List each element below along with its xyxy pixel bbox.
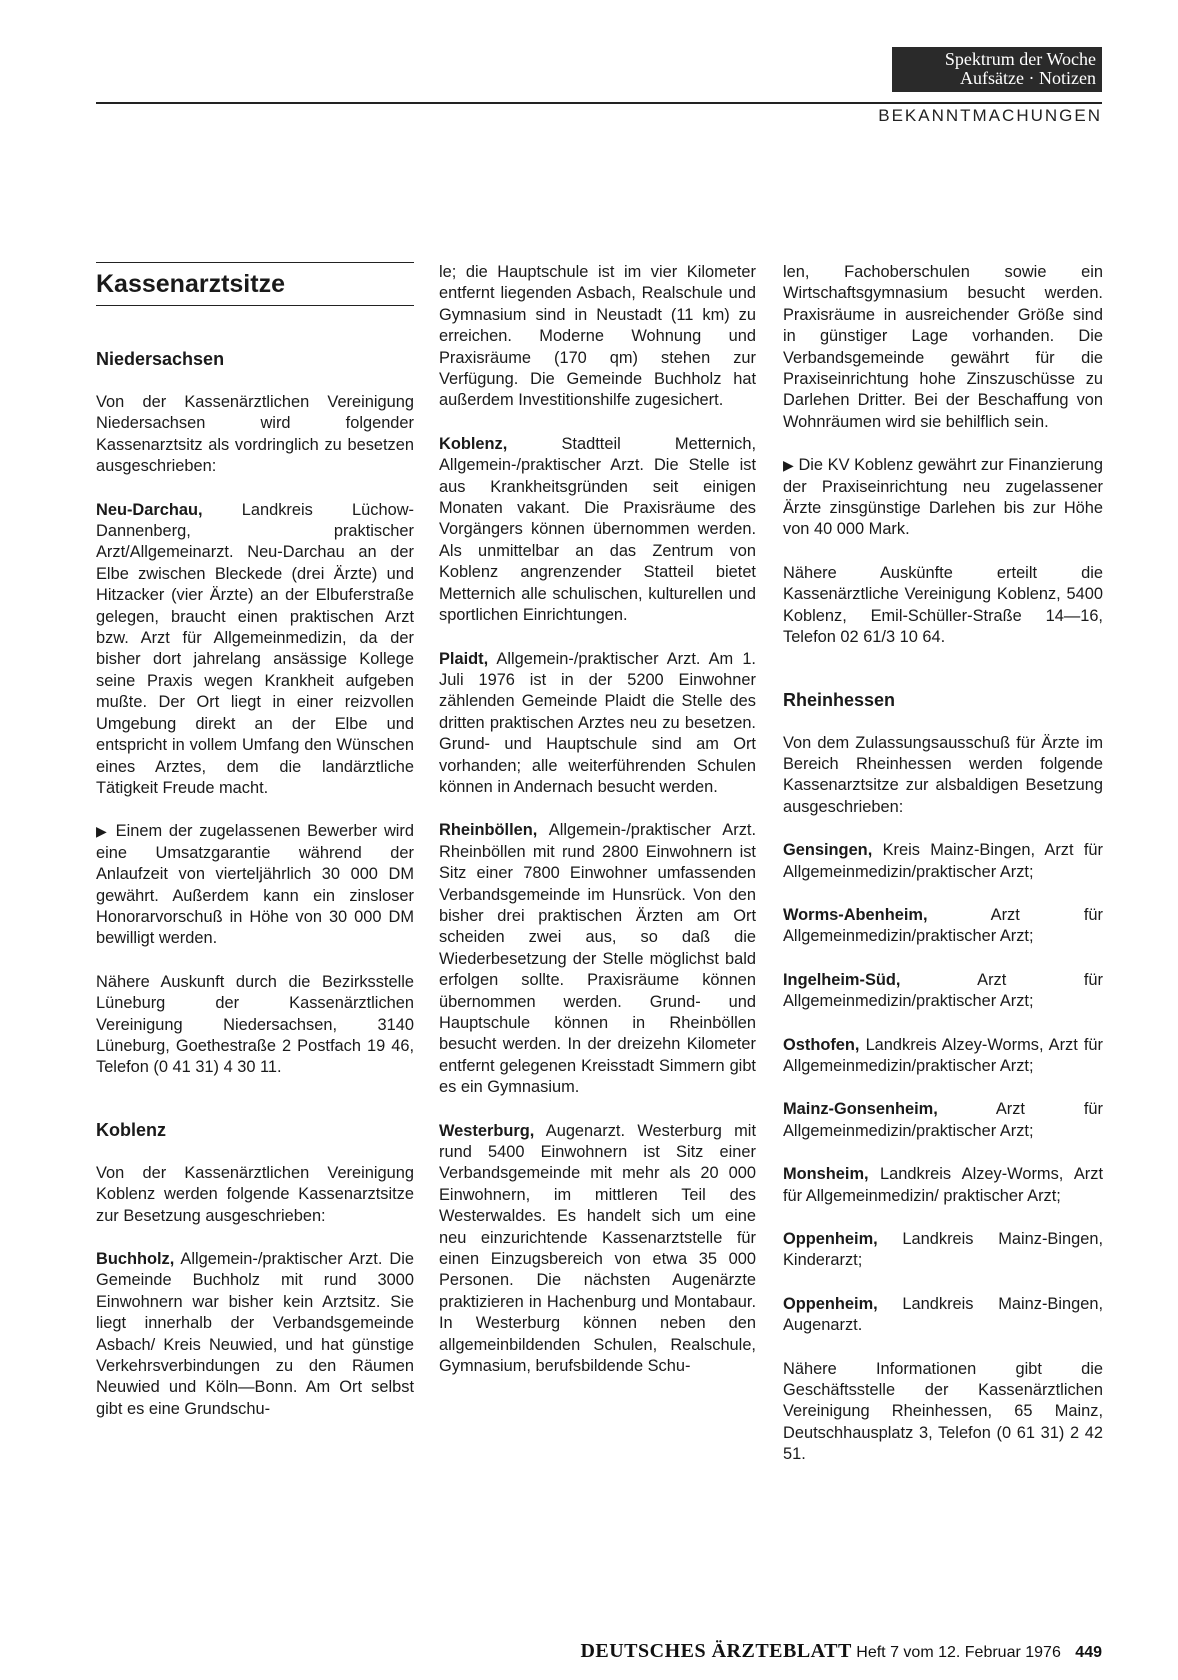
header-rule xyxy=(96,102,1102,104)
entry-lead: Westerburg, xyxy=(439,1121,535,1140)
entry-text: Landkreis Alzey-Worms, Arzt für Allgemeinmedizin/ praktischer Arzt; xyxy=(783,1165,1103,1205)
entry-text: Arzt für Allgemeinmedizin/praktischer Arzt; xyxy=(783,905,1103,946)
koblenz-intro: Von der Kassenärztlichen Vereinigung Koblenz werden folgende Kassenarztsitze zur Besetzung ausgeschrieben: xyxy=(96,1163,414,1225)
column-2 xyxy=(439,262,756,1378)
entry-lead: Osthofen, xyxy=(783,1035,860,1054)
rheinhessen-entry xyxy=(783,1099,1103,1142)
column-1 xyxy=(96,262,414,1420)
rheinhessen-entry xyxy=(783,1294,1103,1337)
entry-neu-darchau xyxy=(96,500,414,800)
entry-buchholz-part2: le; die Hauptschule ist im vier Kilometer entfernt liegenden Asbach, Realschule und Gymnasium sind in Neustadt (11 km) zu erreichen. Moderne Wohnung und Praxisräume (170 qm) stehen zur Verfügung. Die Gemeinde Buchholz hat außerdem Investitionshilfe zugesichert. xyxy=(439,263,756,410)
entry-text: Allgemein-/praktischer Arzt. Rheinböllen mit rund 2800 Einwohnern ist Sitz einer 7800 Einwohner umfassenden Verbandsgemeinde im Hunsrück. Von den bisher drei praktischen Ärzten am Ort scheiden zwei aus, so daß die Wiederbesetzung der Stelle möglichst bald erfolgen sollte. Praxisräume können übernommen werden. Grund- und Hauptschule können in Rheinböllen besucht werden. In der dreizehn Kilometer entfernt gelegenen Kreisstadt Simmern gibt es ein Gymnasium. xyxy=(439,821,756,1097)
entry-text: Allgemein-/praktischer Arzt. Die Gemeinde Buchholz mit rund 3000 Einwohnern war bisher kein Arztsitz. Sie liegt innerhalb der Verbandsgemeinde Asbach/ Kreis Neuwied, und hat günstige Verkehrsverbindungen zu den Räumen Neuwied und Köln—Bonn. Am Ort selbst gibt es eine Grundschu- xyxy=(96,1250,414,1418)
entry-lead: Rheinböllen, xyxy=(439,821,538,840)
article-title: Kassenarztsitze xyxy=(96,270,285,298)
entry-text: Arzt für Allgemeinmedizin/praktischer Arzt; xyxy=(783,1100,1103,1140)
badge-line-2: Aufsätze · Notizen xyxy=(960,68,1096,88)
entry-lead: Neu-Darchau, xyxy=(96,500,203,519)
entry-koblenz-metternich xyxy=(439,434,756,627)
arrow-icon: ▶ xyxy=(783,457,794,474)
entry-text: Stadtteil Metternich, Allgemein-/praktischer Arzt. Die Stelle ist aus Krankheitsgründen seit einigen Monaten vakant. Die Praxisräume des Vorgängers können übernommen werden. Als unmittelbar an das Zentrum von Koblenz angrenzender Statteil bietet Metternich alle schulischen, kulturellen und sportlichen Einrichtungen. xyxy=(439,434,756,625)
entry-text: Allgemein-/praktischer Arzt. Am 1. Juli 1976 ist in der 5200 Einwohner zählenden Gemeinde Plaidt die Stelle des dritten praktischen Arztes neu zu besetzen. Grund- und Hauptschule sind am Ort vorhanden; alle weiterführenden Schulen können in Andernach besucht werden. xyxy=(439,649,756,796)
page-footer xyxy=(580,1640,1102,1663)
niedersachsen-auskunft: Nähere Auskunft durch die Bezirksstelle Lüneburg der Kassenärztlichen Vereinigung Niedersachsen, 3140 Lüneburg, Goethestraße 2 Postfach 19 46, Telefon (0 41 31) 4 30 11. xyxy=(96,972,414,1077)
rheinhessen-entry xyxy=(783,905,1103,948)
entry-lead: Ingelheim-Süd, xyxy=(783,970,901,989)
entry-text: Arzt für Allgemeinmedizin/praktischer Arzt; xyxy=(783,970,1103,1011)
entry-lead: Gensingen, xyxy=(783,841,873,860)
rheinhessen-auskunft: Nähere Informationen gibt die Geschäftsstelle der Kassenärztlichen Vereinigung Rheinhessen, 65 Mainz, Deutschhausplatz 3, Telefon (0 61 31) 2 42 51. xyxy=(783,1359,1103,1464)
heading-rheinhessen: Rheinhessen xyxy=(783,689,896,710)
umsatz-text: Einem der zugelassenen Bewerber wird eine Umsatzgarantie während der Anlaufzeit von vierteljährlich 30 000 DM gewährt. Außerdem kann ein zinsloser Honorarvorschuß in Höhe von 30 000 DM bewilligt werden. xyxy=(96,822,414,948)
entry-lead: Monsheim, xyxy=(783,1165,869,1184)
section-label: BEKANNTMACHUNGEN xyxy=(878,106,1102,125)
entry-rheinboellen xyxy=(439,820,756,1098)
entry-lead: Mainz-Gonsenheim, xyxy=(783,1100,938,1119)
rheinhessen-entries xyxy=(783,840,1103,1337)
entry-lead: Oppenheim, xyxy=(783,1230,878,1248)
arrow-icon: ▶ xyxy=(96,823,109,840)
entry-lead: Worms-Abenheim, xyxy=(783,905,928,924)
badge-line-1: Spektrum der Woche xyxy=(944,49,1096,69)
issue-info: Heft 7 vom 12. Februar 1976 xyxy=(856,1644,1061,1661)
section-badge xyxy=(892,47,1102,92)
title-rule-top xyxy=(96,262,414,263)
title-rule-bottom xyxy=(96,305,414,306)
kv-text: Die KV Koblenz gewährt zur Finanzierung der Praxiseinrichtung neu zugelassener Ärzte zinsgünstige Darlehen bis zur Höhe von 40 000 Mark. xyxy=(783,456,1103,539)
entry-lead: Plaidt, xyxy=(439,649,489,668)
entry-westerburg-part2: len, Fachoberschulen sowie ein Wirtschaftsgymnasium besucht werden. Praxisräume in ausreichender Größe sind in günstiger Lage vorhanden. Die Verbandsgemeinde gewährt für die Praxiseinrichtung hohe Zinszuschüsse zu Darlehen Dritter. Bei der Beschaffung von Wohnräumen wird sie behilflich sein. xyxy=(783,263,1103,431)
entry-plaidt xyxy=(439,649,756,799)
entry-buchholz-part1 xyxy=(96,1249,414,1420)
masthead: DEUTSCHES ÄRZTEBLATT xyxy=(580,1640,852,1662)
entry-text: Kreis Mainz-Bingen, Arzt für Allgemeinmedizin/praktischer Arzt; xyxy=(783,841,1103,881)
entry-text: Landkreis Mainz-Bingen, Kinderarzt; xyxy=(783,1230,1103,1270)
rheinhessen-entry xyxy=(783,1229,1103,1272)
heading-koblenz: Koblenz xyxy=(96,1119,166,1140)
rheinhessen-entry xyxy=(783,1164,1103,1207)
entry-text: Landkreis Alzey-Worms, Arzt für Allgemeinmedizin/praktischer Arzt; xyxy=(783,1035,1103,1075)
umsatz-note xyxy=(96,821,414,949)
rheinhessen-entry xyxy=(783,840,1103,883)
entry-lead: Koblenz, xyxy=(439,434,508,453)
niedersachsen-intro: Von der Kassenärztlichen Vereinigung Niedersachsen wird folgender Kassenarztsitz als vordringlich zu besetzen ausgeschrieben: xyxy=(96,393,414,476)
entry-text: Landkreis Mainz-Bingen, Augenarzt. xyxy=(783,1294,1103,1335)
koblenz-auskunft: Nähere Auskünfte erteilt die Kassenärztliche Vereinigung Koblenz, 5400 Koblenz, Emil-Schüller-Straße 14—16, Telefon 02 61/3 10 64. xyxy=(783,563,1103,647)
rheinhessen-intro: Von dem Zulassungsausschuß für Ärzte im Bereich Rheinhessen werden folgende Kassenarztsitze zur alsbaldigen Besetzung ausgeschrieben: xyxy=(783,733,1103,816)
entry-text: Landkreis Lüchow-Dannenberg, praktischer Arzt/Allgemeinarzt. Neu-Darchau an der Elbe zwischen Bleckede (drei Ärzte) und Hitzacker (vier Ärzte) an der Elbuferstraße gelegen, braucht einen praktischen Arzt bzw. Arzt für Allgemeinmedizin, da der bisher dort jahrelang ansässige Kollege seine Praxis wegen Krankheit aufgeben mußte. Der Ort liegt in einer reizvollen Umgebung direkt an der Elbe und entspricht in vollem Umfang den Wünschen eines Arztes, dem die landärztliche Tätigkeit Freude macht. xyxy=(96,500,414,797)
heading-niedersachsen: Niedersachsen xyxy=(96,349,225,369)
entry-lead: Buchholz, xyxy=(96,1250,175,1268)
column-3 xyxy=(783,262,1103,1488)
kv-koblenz-note xyxy=(783,455,1103,541)
entry-lead: Oppenheim, xyxy=(783,1294,878,1313)
page-number: 449 xyxy=(1075,1644,1102,1661)
rheinhessen-entry xyxy=(783,970,1103,1013)
entry-text: Augenarzt. Westerburg mit rund 5400 Einwohnern ist Sitz einer Verbandsgemeinde mit mehr als 20 000 Einwohnern, im mittleren Teil des Westerwaldes. Es handelt sich um eine neu einzurichtende Kassenarztstelle für einen Einzugsbereich von etwa 35 000 Personen. Die nächsten Augenärzte praktizieren in Hachenburg und Montabaur. In Westerburg können neben den allgemeinbildenden Schulen, Realschule, Gymnasium, berufsbildende Schu- xyxy=(439,1121,756,1376)
entry-westerburg-part1 xyxy=(439,1121,756,1378)
rheinhessen-entry xyxy=(783,1035,1103,1078)
